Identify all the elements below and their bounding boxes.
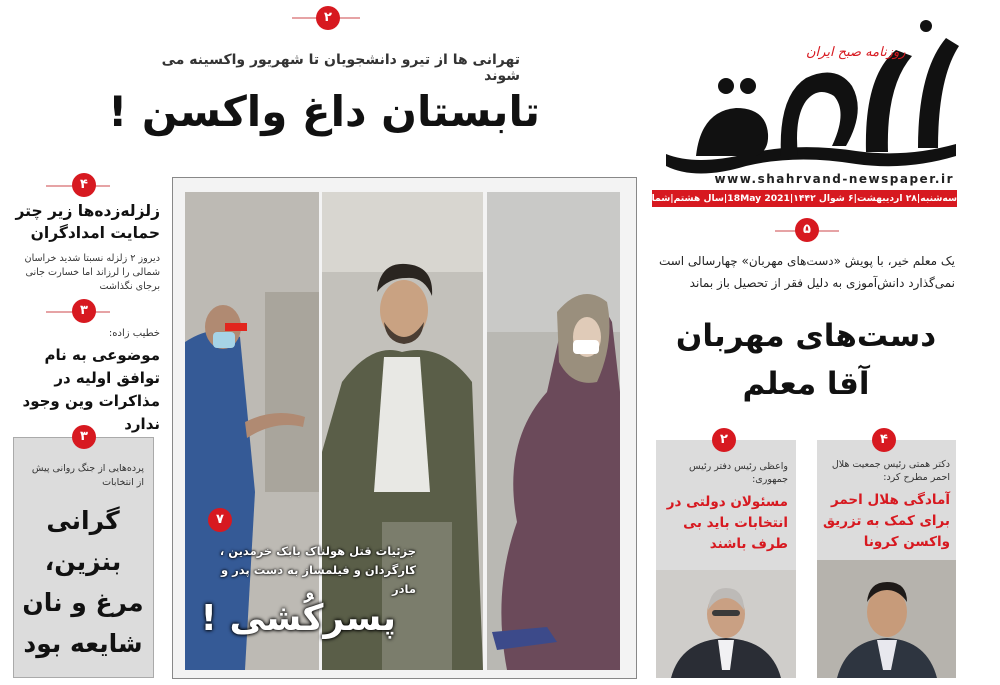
vaezi-kicker: واعظی رئیس دفتر رئیس جمهوری: (689, 461, 788, 485)
masthead-logo (656, 16, 962, 184)
collage-caption: جزئیات قتل هولناک بابک خرمدین ، کارگردان و فیلمساز به دست پدر و مادر (219, 544, 416, 596)
main-headline[interactable]: تابستان داغ واکسن ! (108, 87, 540, 136)
page-badge: ۷ (208, 508, 232, 532)
redcrescent-headline[interactable]: آمادگی هلال احمر برای کمک به تزریق واکسن کرونا (822, 492, 950, 550)
story2-headline[interactable]: موضوعی به نام توافق اولیه در مذاکرات وین وجود ندارد (22, 346, 160, 433)
story1-summary: دیروز ۲ زلزله نسبتا شدید خراسان شمالی را لرزاند اما خسارت جانی برجای نگذاشت (24, 253, 160, 292)
story3-kicker: پرده‌هایی از جنگ روانی پیش از انتخابات (31, 463, 144, 488)
main-kicker: تهرانی ها از تیرو دانشجویان تا شهریور واکسینه می شوند (161, 52, 520, 84)
photo-mother (487, 192, 620, 670)
dateline-bar: سه‌شنبه|۲۸ اردیبهشت|۶ شوال ۱۴۴۲|18May 2021|سال هشتم|شماره (652, 190, 957, 207)
page-badge: ۴ (72, 173, 96, 197)
redcrescent-kicker: دکتر همتی رئیس جمعیت هلال احمر مطرح کرد: (831, 459, 950, 483)
page-badge: ۲ (316, 6, 340, 30)
story3-headline[interactable]: گرانی بنزین، مرغ و نان شایعه بود (22, 506, 144, 658)
teacher-summary: یک معلم خیر، با پویش «دست‌های مهربان» چهارسالی است نمی‌گذارد دانش‌آموزی به دلیل فقر از تحصیل باز بماند (658, 254, 955, 290)
page-badge: ۵ (795, 218, 819, 242)
portrait-hemmati (817, 560, 956, 678)
masthead-url[interactable]: www.shahrvand-newspaper.ir (714, 172, 954, 186)
page-badge: ۲ (712, 428, 736, 452)
page-badge: ۳ (72, 299, 96, 323)
masthead-subtitle: روزنامه صبح ایران (806, 45, 906, 60)
story2-kicker: خطیب زاده: (108, 328, 160, 339)
page-badge: ۳ (72, 425, 96, 449)
vaezi-headline[interactable]: مسئولان دولتی در انتخابات باید بی طرف باشند (666, 494, 788, 552)
page-badge: ۴ (872, 428, 896, 452)
portrait-vaezi (656, 570, 796, 678)
story1-headline[interactable]: زلزله‌زده‌ها زیر چتر حمایت امدادگران (15, 202, 160, 242)
collage-headline[interactable]: پسرکُشی ! (200, 598, 396, 639)
teacher-headline[interactable]: دست‌های مهربان آقا معلم (675, 318, 937, 402)
